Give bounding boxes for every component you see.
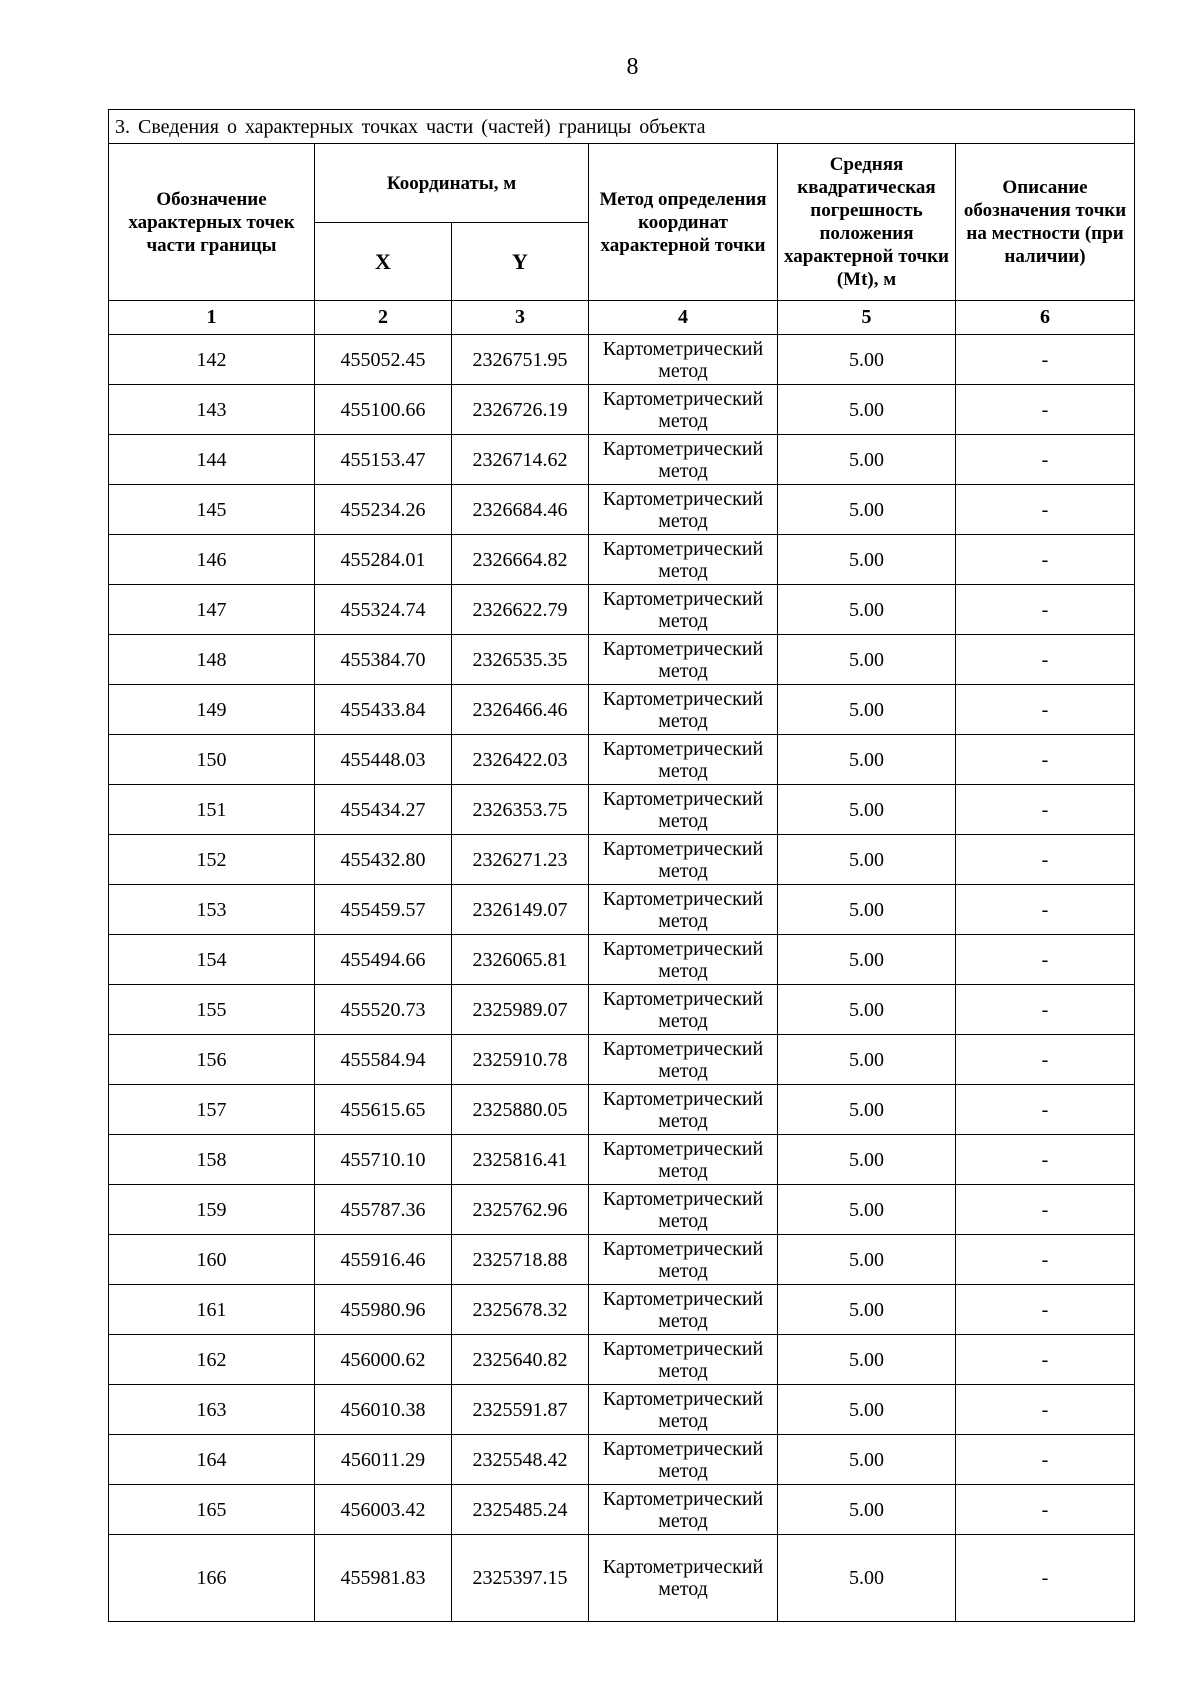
point-id-cell: 144: [109, 435, 315, 485]
error-cell: 5.00: [778, 785, 956, 835]
column-number: 6: [956, 301, 1135, 335]
y-coordinate-cell: 2325397.15: [452, 1535, 589, 1622]
method-text-line1: Картометрический: [602, 1437, 764, 1460]
description-cell: -: [956, 1185, 1135, 1235]
method-text-line1: Картометрический: [602, 337, 764, 360]
header-x: X: [315, 223, 452, 301]
method-cell: [589, 935, 778, 985]
description-cell: -: [956, 985, 1135, 1035]
y-coordinate-cell: 2326684.46: [452, 485, 589, 535]
error-cell: 5.00: [778, 685, 956, 735]
x-coordinate-cell: 455432.80: [315, 835, 452, 885]
method-cell: [589, 1385, 778, 1435]
point-id-cell: 158: [109, 1135, 315, 1185]
point-id-cell: 166: [109, 1535, 315, 1622]
y-coordinate-cell: 2326726.19: [452, 385, 589, 435]
y-coordinate-cell: 2325640.82: [452, 1335, 589, 1385]
error-cell: 5.00: [778, 835, 956, 885]
description-cell: -: [956, 1135, 1135, 1185]
method-text-line1: Картометрический: [602, 1556, 764, 1578]
method-text-line2: метод: [658, 1578, 708, 1600]
description-cell: -: [956, 435, 1135, 485]
method-cell: [589, 485, 778, 535]
x-coordinate-cell: 456010.38: [315, 1385, 452, 1435]
x-coordinate-cell: 455433.84: [315, 685, 452, 735]
method-text-line2: метод: [658, 609, 708, 632]
y-coordinate-cell: 2325816.41: [452, 1135, 589, 1185]
table-row: [109, 1485, 1135, 1535]
method-cell: [589, 1085, 778, 1135]
column-number: 5: [778, 301, 956, 335]
error-cell: 5.00: [778, 1085, 956, 1135]
y-coordinate-cell: 2325989.07: [452, 985, 589, 1035]
method-text-line1: Картометрический: [602, 387, 764, 410]
method-cell: [589, 385, 778, 435]
x-coordinate-cell: 456000.62: [315, 1335, 452, 1385]
method-text-line1: Картометрический: [602, 1137, 764, 1160]
point-id-cell: 155: [109, 985, 315, 1035]
table-row: [109, 1535, 1135, 1622]
method-text-line1: Картометрический: [602, 787, 764, 810]
error-cell: 5.00: [778, 1485, 956, 1535]
point-id-cell: 161: [109, 1285, 315, 1335]
x-coordinate-cell: 455615.65: [315, 1085, 452, 1135]
header-coordinates: Координаты, м: [315, 144, 589, 223]
method-text-line2: метод: [658, 1409, 708, 1432]
y-coordinate-cell: 2326622.79: [452, 585, 589, 635]
x-coordinate-cell: 455710.10: [315, 1135, 452, 1185]
error-cell: 5.00: [778, 1335, 956, 1385]
method-text-line2: метод: [658, 1159, 708, 1182]
method-text-line2: метод: [658, 909, 708, 932]
point-id-cell: 149: [109, 685, 315, 735]
error-cell: 5.00: [778, 585, 956, 635]
y-coordinate-cell: 2325880.05: [452, 1085, 589, 1135]
error-cell: 5.00: [778, 1135, 956, 1185]
point-id-cell: 157: [109, 1085, 315, 1135]
x-coordinate-cell: 456003.42: [315, 1485, 452, 1535]
x-coordinate-cell: 455234.26: [315, 485, 452, 535]
point-id-cell: 164: [109, 1435, 315, 1485]
description-cell: -: [956, 335, 1135, 385]
method-text-line1: Картометрический: [602, 1387, 764, 1410]
y-coordinate-cell: 2326535.35: [452, 635, 589, 685]
y-coordinate-cell: 2326149.07: [452, 885, 589, 935]
y-coordinate-cell: 2326714.62: [452, 435, 589, 485]
error-cell: 5.00: [778, 1035, 956, 1085]
y-coordinate-cell: 2326422.03: [452, 735, 589, 785]
description-cell: -: [956, 385, 1135, 435]
method-text-line1: Картометрический: [602, 1337, 764, 1360]
description-cell: -: [956, 1035, 1135, 1085]
y-coordinate-cell: 2326065.81: [452, 935, 589, 985]
header-description: Описание обозначения точки на местности (при наличии): [956, 144, 1135, 301]
method-cell: [589, 685, 778, 735]
method-text-line2: метод: [658, 359, 708, 382]
method-text-line1: Картометрический: [602, 637, 764, 660]
method-cell: [589, 785, 778, 835]
point-id-cell: 159: [109, 1185, 315, 1235]
y-coordinate-cell: 2326353.75: [452, 785, 589, 835]
method-cell: [589, 1035, 778, 1085]
point-id-cell: 162: [109, 1335, 315, 1385]
description-cell: -: [956, 1385, 1135, 1435]
method-text-line2: метод: [658, 809, 708, 832]
method-text-line1: Картометрический: [602, 537, 764, 560]
column-number-row: [109, 301, 1135, 335]
table-row: [109, 1235, 1135, 1285]
y-coordinate-cell: 2325718.88: [452, 1235, 589, 1285]
y-coordinate-cell: 2325678.32: [452, 1285, 589, 1335]
error-cell: 5.00: [778, 885, 956, 935]
method-text-line2: метод: [658, 1259, 708, 1282]
table-row: [109, 1135, 1135, 1185]
point-id-cell: 153: [109, 885, 315, 935]
method-text-line1: Картометрический: [602, 687, 764, 710]
y-coordinate-cell: 2325762.96: [452, 1185, 589, 1235]
section-title: 3. Сведения о характерных точках части (частей) границы объекта: [109, 110, 1135, 144]
table-row: [109, 1385, 1135, 1435]
boundary-points-table: [108, 109, 1135, 1622]
table-row: [109, 1085, 1135, 1135]
method-cell: [589, 435, 778, 485]
error-cell: 5.00: [778, 1185, 956, 1235]
method-text-line1: Картометрический: [602, 987, 764, 1010]
x-coordinate-cell: 455520.73: [315, 985, 452, 1035]
header-method: Метод определения координат характерной точки: [589, 144, 778, 301]
y-coordinate-cell: 2326271.23: [452, 835, 589, 885]
table-row: [109, 1435, 1135, 1485]
table-row: [109, 935, 1135, 985]
method-cell: [589, 1335, 778, 1385]
point-id-cell: 147: [109, 585, 315, 635]
method-text-line1: Картометрический: [602, 737, 764, 760]
method-text-line2: метод: [658, 859, 708, 882]
point-id-cell: 163: [109, 1385, 315, 1435]
method-cell: [589, 1285, 778, 1335]
table-row: [109, 885, 1135, 935]
error-cell: 5.00: [778, 1285, 956, 1335]
description-cell: -: [956, 1435, 1135, 1485]
method-text-line2: метод: [658, 559, 708, 582]
method-text-line2: метод: [658, 1459, 708, 1482]
method-cell: [589, 535, 778, 585]
point-id-cell: 151: [109, 785, 315, 835]
y-coordinate-cell: 2325591.87: [452, 1385, 589, 1435]
description-cell: -: [956, 535, 1135, 585]
column-number: 3: [452, 301, 589, 335]
method-text-line1: Картометрический: [602, 1087, 764, 1110]
header-designation: Обозначение характерных точек части границы: [109, 144, 315, 301]
method-cell: [589, 1235, 778, 1285]
method-text-line2: метод: [658, 759, 708, 782]
method-cell: [589, 985, 778, 1035]
error-cell: 5.00: [778, 935, 956, 985]
method-text-line2: метод: [658, 1309, 708, 1332]
method-text-line1: Картометрический: [602, 1187, 764, 1210]
error-cell: 5.00: [778, 335, 956, 385]
point-id-cell: 146: [109, 535, 315, 585]
table-row: [109, 685, 1135, 735]
description-cell: -: [956, 1535, 1135, 1622]
method-cell: [589, 885, 778, 935]
x-coordinate-cell: 455980.96: [315, 1285, 452, 1335]
description-cell: -: [956, 635, 1135, 685]
x-coordinate-cell: 455284.01: [315, 535, 452, 585]
y-coordinate-cell: 2325910.78: [452, 1035, 589, 1085]
description-cell: -: [956, 935, 1135, 985]
error-cell: 5.00: [778, 735, 956, 785]
page-number: 8: [626, 54, 639, 80]
table-row: [109, 535, 1135, 585]
table-row: [109, 735, 1135, 785]
table-row: [109, 1285, 1135, 1335]
method-cell: [589, 635, 778, 685]
method-text-line2: метод: [658, 1059, 708, 1082]
table-body: [109, 335, 1135, 1622]
x-coordinate-cell: 456011.29: [315, 1435, 452, 1485]
header-row-1: [109, 144, 1135, 223]
x-coordinate-cell: 455981.83: [315, 1535, 452, 1622]
method-text-line2: метод: [658, 459, 708, 482]
column-number: 2: [315, 301, 452, 335]
point-id-cell: 165: [109, 1485, 315, 1535]
description-cell: -: [956, 1335, 1135, 1385]
method-cell: [589, 835, 778, 885]
method-cell: [589, 1485, 778, 1535]
error-cell: 5.00: [778, 1385, 956, 1435]
error-cell: 5.00: [778, 1535, 956, 1622]
description-cell: -: [956, 1285, 1135, 1335]
point-id-cell: 150: [109, 735, 315, 785]
x-coordinate-cell: 455494.66: [315, 935, 452, 985]
description-cell: -: [956, 735, 1135, 785]
method-cell: [589, 1135, 778, 1185]
method-text-line2: метод: [658, 409, 708, 432]
error-cell: 5.00: [778, 485, 956, 535]
x-coordinate-cell: 455052.45: [315, 335, 452, 385]
method-text-line1: Картометрический: [602, 937, 764, 960]
description-cell: -: [956, 835, 1135, 885]
point-id-cell: 148: [109, 635, 315, 685]
header-error: Средняя квадратическая погрешность положения характерной точки (Mt), м: [778, 144, 956, 301]
y-coordinate-cell: 2326751.95: [452, 335, 589, 385]
column-number: 1: [109, 301, 315, 335]
point-id-cell: 160: [109, 1235, 315, 1285]
point-id-cell: 154: [109, 935, 315, 985]
x-coordinate-cell: 455448.03: [315, 735, 452, 785]
description-cell: -: [956, 1485, 1135, 1535]
method-text-line2: метод: [658, 659, 708, 682]
point-id-cell: 156: [109, 1035, 315, 1085]
method-cell: [589, 1535, 778, 1622]
table-row: [109, 585, 1135, 635]
description-cell: -: [956, 785, 1135, 835]
method-cell: [589, 735, 778, 785]
description-cell: -: [956, 1085, 1135, 1135]
x-coordinate-cell: 455459.57: [315, 885, 452, 935]
error-cell: 5.00: [778, 635, 956, 685]
section-title-row: [109, 110, 1135, 144]
table-row: [109, 835, 1135, 885]
header-y: Y: [452, 223, 589, 301]
error-cell: 5.00: [778, 1235, 956, 1285]
y-coordinate-cell: 2325485.24: [452, 1485, 589, 1535]
table-row: [109, 1185, 1135, 1235]
method-text-line2: метод: [658, 1209, 708, 1232]
y-coordinate-cell: 2326466.46: [452, 685, 589, 735]
method-text-line2: метод: [658, 1009, 708, 1032]
x-coordinate-cell: 455384.70: [315, 635, 452, 685]
method-text-line1: Картометрический: [602, 587, 764, 610]
method-cell: [589, 1185, 778, 1235]
table-row: [109, 485, 1135, 535]
method-text-line2: метод: [658, 959, 708, 982]
table-row: [109, 785, 1135, 835]
point-id-cell: 145: [109, 485, 315, 535]
point-id-cell: 143: [109, 385, 315, 435]
point-id-cell: 142: [109, 335, 315, 385]
x-coordinate-cell: 455584.94: [315, 1035, 452, 1085]
point-id-cell: 152: [109, 835, 315, 885]
description-cell: -: [956, 685, 1135, 735]
table-row: [109, 435, 1135, 485]
table-row: [109, 385, 1135, 435]
method-cell: [589, 585, 778, 635]
method-text-line1: Картометрический: [602, 887, 764, 910]
table-row: [109, 1035, 1135, 1085]
y-coordinate-cell: 2325548.42: [452, 1435, 589, 1485]
method-text-line1: Картометрический: [602, 1037, 764, 1060]
table-row: [109, 335, 1135, 385]
error-cell: 5.00: [778, 985, 956, 1035]
method-text-line2: метод: [658, 509, 708, 532]
method-text-line2: метод: [658, 1109, 708, 1132]
method-cell: [589, 335, 778, 385]
method-text-line1: Картометрический: [602, 1487, 764, 1510]
table-row: [109, 1335, 1135, 1385]
method-text-line1: Картометрический: [602, 437, 764, 460]
error-cell: 5.00: [778, 1435, 956, 1485]
method-text-line2: метод: [658, 1509, 708, 1532]
description-cell: -: [956, 885, 1135, 935]
x-coordinate-cell: 455434.27: [315, 785, 452, 835]
x-coordinate-cell: 455100.66: [315, 385, 452, 435]
method-text-line2: метод: [658, 1359, 708, 1382]
description-cell: -: [956, 585, 1135, 635]
x-coordinate-cell: 455153.47: [315, 435, 452, 485]
method-cell: [589, 1435, 778, 1485]
error-cell: 5.00: [778, 385, 956, 435]
x-coordinate-cell: 455787.36: [315, 1185, 452, 1235]
column-number: 4: [589, 301, 778, 335]
method-text-line1: Картометрический: [602, 1237, 764, 1260]
method-text-line1: Картометрический: [602, 487, 764, 510]
y-coordinate-cell: 2326664.82: [452, 535, 589, 585]
table-row: [109, 985, 1135, 1035]
error-cell: 5.00: [778, 435, 956, 485]
method-text-line2: метод: [658, 709, 708, 732]
description-cell: -: [956, 485, 1135, 535]
x-coordinate-cell: 455916.46: [315, 1235, 452, 1285]
method-text-line1: Картометрический: [602, 1287, 764, 1310]
error-cell: 5.00: [778, 535, 956, 585]
method-text-line1: Картометрический: [602, 837, 764, 860]
description-cell: -: [956, 1235, 1135, 1285]
x-coordinate-cell: 455324.74: [315, 585, 452, 635]
table-row: [109, 635, 1135, 685]
